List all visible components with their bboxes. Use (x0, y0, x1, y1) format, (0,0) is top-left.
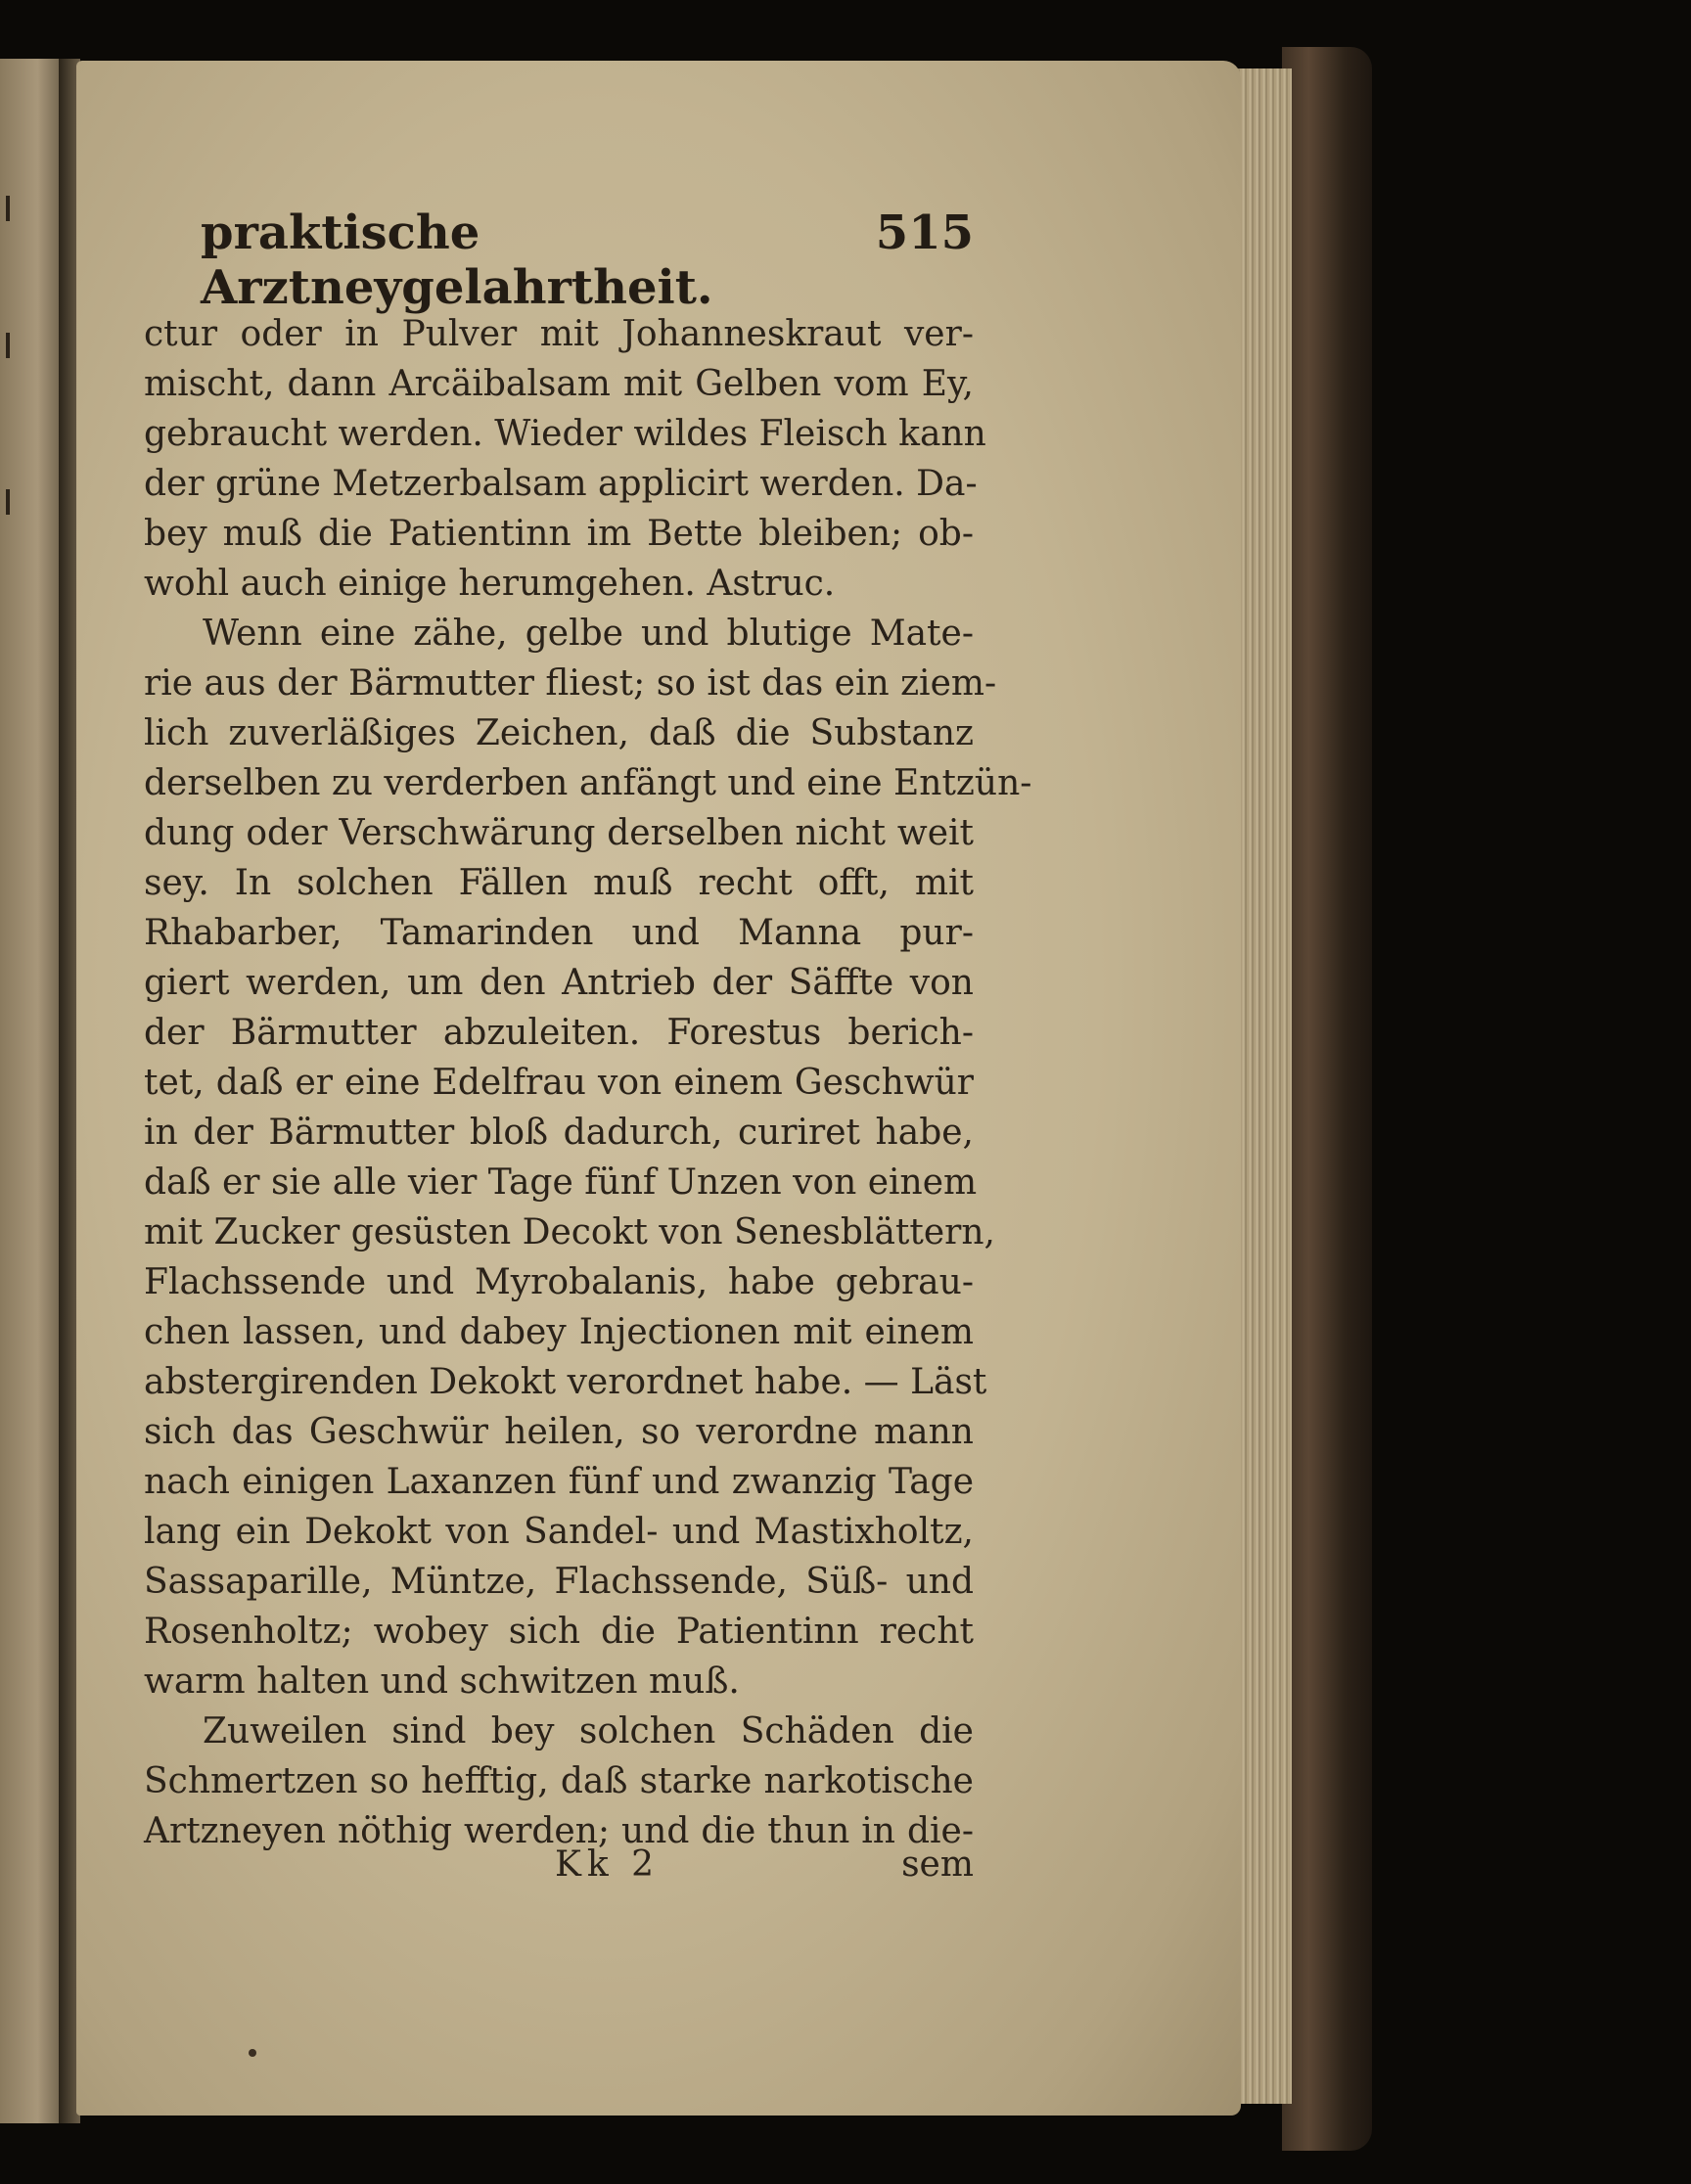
text-line: Rhabarber, Tamarinden und Manna pur- (144, 913, 974, 953)
ink-speck (249, 2049, 256, 2057)
text-line: wohl auch einige herumgehen. Astruc. (144, 564, 836, 604)
catchword: sem (901, 1844, 974, 1885)
text-line: gebraucht werden. Wieder wildes Fleisch kann (144, 414, 986, 454)
text-line: lich zuverläßiges Zeichen, daß die Substanz (144, 713, 974, 753)
body-text (144, 309, 1032, 1856)
text-line: der grüne Metzerbalsam applicirt werden. Da- (144, 464, 978, 504)
text-line: Flachssende und Myrobalanis, habe gebrau- (144, 1262, 974, 1302)
text-line: warm halten und schwitzen muß. (144, 1661, 740, 1702)
text-line: der Bärmutter abzuleiten. Forestus berich- (144, 1013, 974, 1053)
text-line: rie aus der Bärmutter fliest; so ist das ein ziem- (144, 663, 997, 704)
text-line: sich das Geschwür heilen, so verordne mann (144, 1412, 974, 1452)
page-number: 515 (875, 205, 974, 260)
running-title: praktische Arztneygelahrtheit. (201, 205, 713, 315)
text-line: mit Zucker gesüsten Decokt von Senesblättern, (144, 1212, 995, 1252)
text-line: giert werden, um den Antrieb der Säffte von (144, 963, 974, 1003)
text-line: sey. In solchen Fällen muß recht offt, mit (144, 863, 974, 903)
book-cover (1282, 47, 1372, 2151)
signature-mark: Kk 2 (555, 1844, 661, 1885)
text-line: abstergirenden Dekokt verordnet habe. — Läst (144, 1362, 987, 1402)
text-line: derselben zu verderben anfängt und eine Entzün- (144, 763, 1032, 803)
text-line: Sassaparille, Müntze, Flachssende, Süß- und (144, 1562, 974, 1602)
text-line: Zuweilen sind bey solchen Schäden die (203, 1711, 974, 1752)
page-mark (6, 489, 10, 515)
page-header (201, 205, 974, 315)
text-line: mischt, dann Arcäibalsam mit Gelben vom Ey, (144, 364, 974, 404)
text-line: lang ein Dekokt von Sandel- und Mastixholtz, (144, 1512, 974, 1552)
text-line: Wenn eine zähe, gelbe und blutige Mate- (203, 614, 974, 654)
text-line: tet, daß er eine Edelfrau von einem Geschwür (144, 1063, 974, 1103)
page-mark (6, 333, 10, 358)
text-line: ctur oder in Pulver mit Johanneskraut ver- (144, 314, 974, 354)
text-line: Artzneyen nöthig werden; und die thun in die- (144, 1811, 974, 1851)
text-line: dung oder Verschwärung derselben nicht weit (144, 813, 974, 853)
text-line: chen lassen, und dabey Injectionen mit einem (144, 1312, 974, 1352)
text-line: Rosenholtz; wobey sich die Patientinn recht (144, 1612, 974, 1652)
page-mark (6, 196, 10, 221)
text-line: in der Bärmutter bloß dadurch, curiret habe, (144, 1113, 974, 1153)
text-line: nach einigen Laxanzen fünf und zwanzig Tage (144, 1462, 974, 1502)
facing-page-edge (0, 59, 63, 2123)
text-line: Schmertzen so hefftig, daß starke narkotische (144, 1761, 974, 1801)
page-footer (144, 1844, 974, 1893)
text-line: daß er sie alle vier Tage fünf Unzen von einem (144, 1162, 978, 1203)
text-line: bey muß die Patientinn im Bette bleiben; ob- (144, 514, 974, 554)
